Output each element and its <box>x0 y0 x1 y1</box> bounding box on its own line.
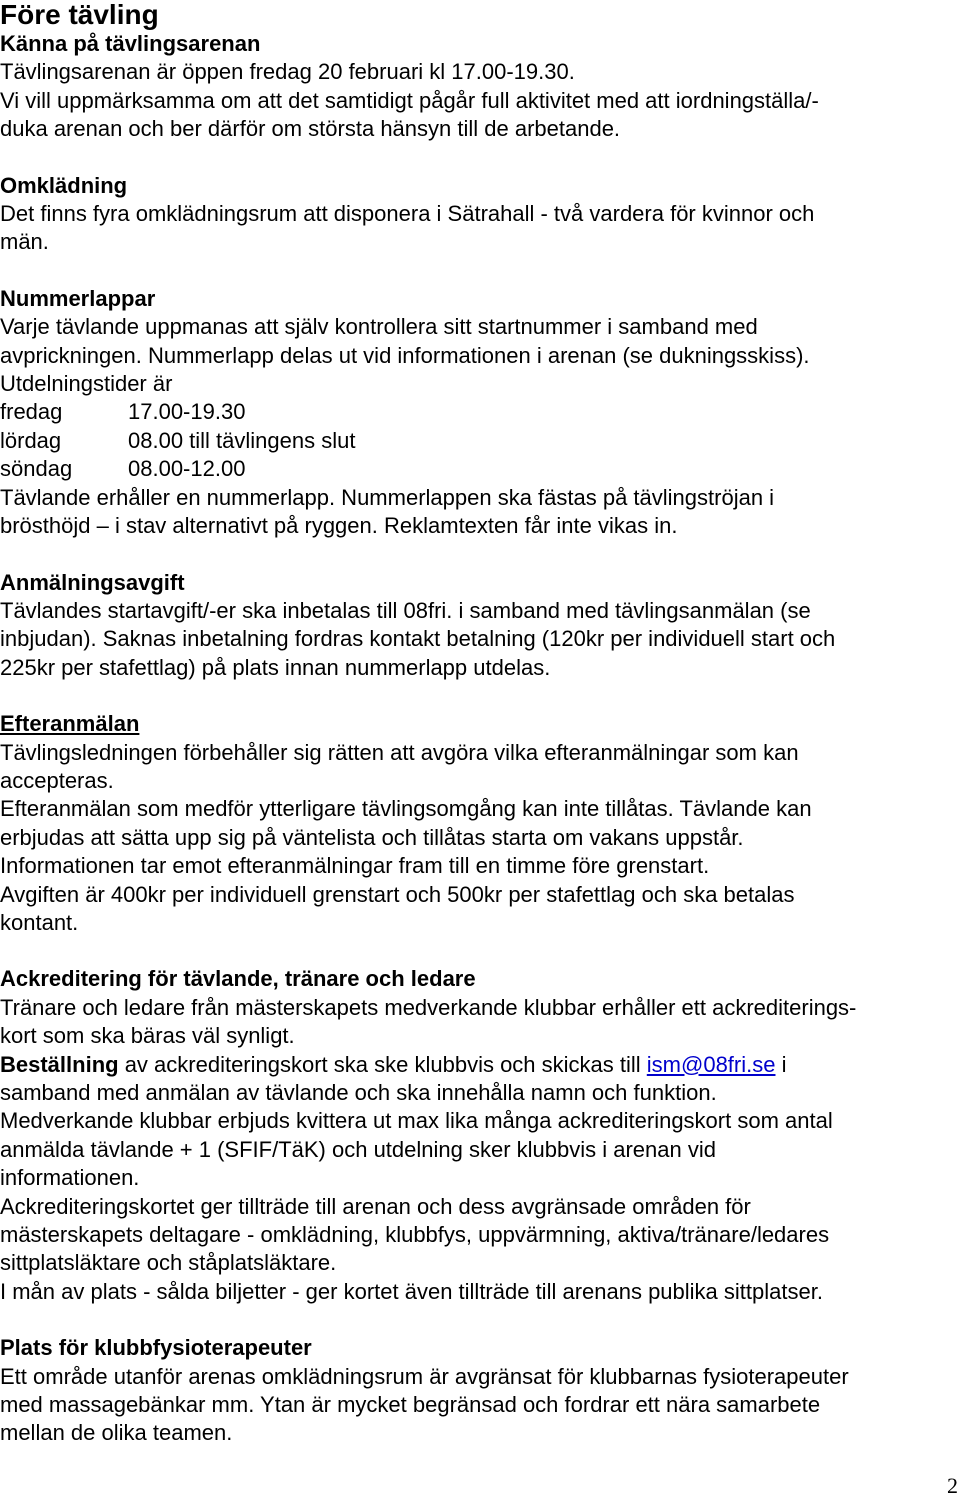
section-nummerlappar <box>0 285 958 541</box>
text-line: 225kr per stafettlag) på plats innan nummerlapp utdelas. <box>0 654 551 680</box>
text-line: med massagebänkar mm. Ytan är mycket begränsad och fordrar ett nära samarbete <box>0 1392 821 1418</box>
schedule-row <box>0 427 958 455</box>
section-heading: Omklädning <box>0 172 128 198</box>
text-line: anmälda tävlande + 1 (SFIF/TäK) och utdelning sker klubbvis i arenan vid <box>0 1136 716 1162</box>
section-heading: Plats för klubbfysioterapeuter <box>0 1335 312 1361</box>
text-line: mästerskapets deltagare - omklädning, klubbfys, uppvärmning, aktiva/tränare/ledares <box>0 1222 830 1248</box>
text-line: informationen. <box>0 1165 140 1191</box>
section-omkladning <box>0 172 958 257</box>
email-link[interactable]: ism@08fri.se <box>646 1051 776 1077</box>
section-heading: Känna på tävlingsarenan <box>0 31 261 56</box>
text-line: kort som ska bäras väl synligt. <box>0 1023 295 1049</box>
text-line: sittplatsläktare och ståplatsläktare. <box>0 1250 337 1276</box>
text-line: mellan de olika teamen. <box>0 1420 233 1446</box>
schedule-time: 08.00 till tävlingens slut <box>128 427 356 453</box>
schedule-day: lördag <box>0 427 62 453</box>
text-line: Tävlingsledningen förbehåller sig rätten att avgöra vilka efteranmälningar som kan <box>0 739 799 765</box>
section-heading: Anmälningsavgift <box>0 569 185 595</box>
text-line: Tävlingsarenan är öppen fredag 20 februari kl 17.00-19.30. <box>0 59 575 85</box>
text-line: Utdelningstider är <box>0 371 173 397</box>
text-line: Vi vill uppmärksamma om att det samtidigt pågår full aktivitet med att iordningställa/- <box>0 87 819 113</box>
schedule-day: söndag <box>0 456 73 482</box>
section-heading: Ackreditering för tävlande, tränare och ledare <box>0 966 476 992</box>
text-line: Tävlande erhåller en nummerlapp. Nummerlappen ska fästas på tävlingströjan i <box>0 484 775 510</box>
text-line: samband med anmälan av tävlande och ska innehålla namn och funktion. <box>0 1080 717 1105</box>
section-fysio <box>0 1334 958 1448</box>
schedule-day: fredag <box>0 399 63 425</box>
text-line: kontant. <box>0 909 79 935</box>
text-line: accepteras. <box>0 767 114 793</box>
text-line: Det finns fyra omklädningsrum att disponera i Sätrahall - två vardera för kvinnor och <box>0 201 815 227</box>
text-line: Informationen tar emot efteranmälningar fram till en timme före grenstart. <box>0 853 710 879</box>
text-line: inbjudan). Saknas inbetalning fordras kontakt betalning (120kr per individuell start och <box>0 626 836 652</box>
schedule-time: 08.00-12.00 <box>128 456 246 482</box>
text-line: brösthöjd – i stav alternativt på ryggen. Reklamtexten får inte vikas in. <box>0 513 678 539</box>
text-span: i <box>775 1051 787 1077</box>
text-line: Varje tävlande uppmanas att själv kontrollera sitt startnummer i samband med <box>0 314 758 340</box>
text-line: Ackrediteringskortet ger tillträde till arenan och dess avgränsade områden för <box>0 1193 751 1219</box>
page-title: Före tävling <box>0 0 159 30</box>
schedule-row <box>0 398 958 426</box>
section-heading: Efteranmälan <box>0 711 140 737</box>
text-line: Tränare och ledare från mästerskapets medverkande klubbar erhåller ett ackrediterings- <box>0 994 857 1020</box>
section-heading: Nummerlappar <box>0 285 156 311</box>
section-arena <box>0 30 958 144</box>
text-line: Tävlandes startavgift/-er ska inbetalas till 08fri. i samband med tävlingsanmälan (se <box>0 597 811 623</box>
text-line: avprickningen. Nummerlapp delas ut vid informationen i arenan (se dukningsskiss). <box>0 342 810 368</box>
section-ackreditering <box>0 965 958 1306</box>
text-line: I mån av plats - sålda biljetter - ger kortet även tillträde till arenans publika sittplatser. <box>0 1278 823 1304</box>
bold-term: Beställning <box>0 1051 119 1077</box>
text-line: erbjudas att sätta upp sig på väntelista och tillåtas starta om vakans uppstår. <box>0 824 744 850</box>
text-line: män. <box>0 229 49 255</box>
section-anmalningsavgift <box>0 569 958 683</box>
schedule-time: 17.00-19.30 <box>128 399 246 425</box>
text-line: Medverkande klubbar erbjuds kvittera ut max lika många ackrediteringskort som antal <box>0 1108 833 1134</box>
text-line: duka arenan och ber därför om största hänsyn till de arbetande. <box>0 116 621 142</box>
text-line: Avgiften är 400kr per individuell grenstart och 500kr per stafettlag och ska betalas <box>0 881 795 907</box>
schedule-row <box>0 455 958 483</box>
text-span: av ackrediteringskort ska ske klubbvis och skickas till <box>118 1051 647 1077</box>
page-number: 2 <box>947 1473 958 1498</box>
section-efteranmalan <box>0 710 958 937</box>
text-line: Efteranmälan som medför ytterligare tävlingsomgång kan inte tillåtas. Tävlande kan <box>0 796 812 822</box>
bestallning-line <box>0 1051 958 1079</box>
text-line: Ett område utanför arenas omklädningsrum är avgränsat för klubbarnas fysioterapeuter <box>0 1363 849 1389</box>
